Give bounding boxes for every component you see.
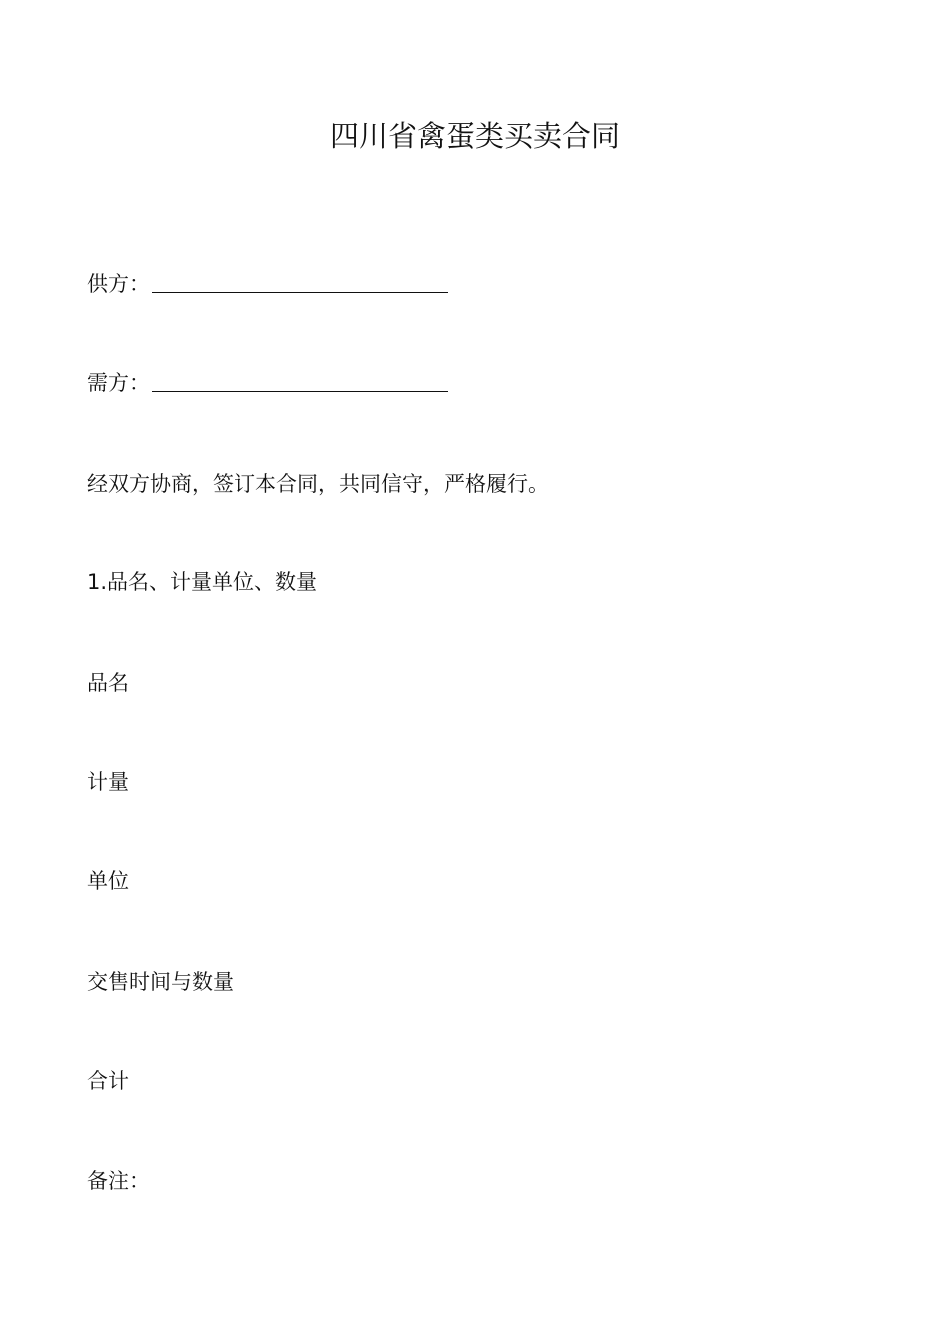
field-delivery-time-quantity: 交售时间与数量: [87, 970, 234, 994]
section-1-number: 1.: [87, 570, 108, 594]
field-product-name: 品名: [87, 671, 129, 695]
supplier-line: [87, 268, 448, 300]
section-1-heading: [87, 566, 317, 598]
buyer-blank: [152, 369, 448, 392]
document-title: 四川省禽蛋类买卖合同: [329, 119, 620, 153]
section-1-title: 品名、计量单位、数量: [107, 570, 318, 594]
supplier-label: 供方：: [87, 272, 150, 296]
supplier-blank: [152, 270, 448, 293]
buyer-label: 需方：: [87, 371, 150, 395]
field-total: 合计: [87, 1069, 129, 1093]
field-unit: 单位: [87, 869, 129, 893]
buyer-line: [87, 367, 448, 399]
field-measure: 计量: [87, 770, 129, 794]
field-remarks: 备注：: [87, 1169, 150, 1193]
intro-paragraph: 经双方协商，签订本合同，共同信守，严格履行。: [87, 472, 549, 496]
